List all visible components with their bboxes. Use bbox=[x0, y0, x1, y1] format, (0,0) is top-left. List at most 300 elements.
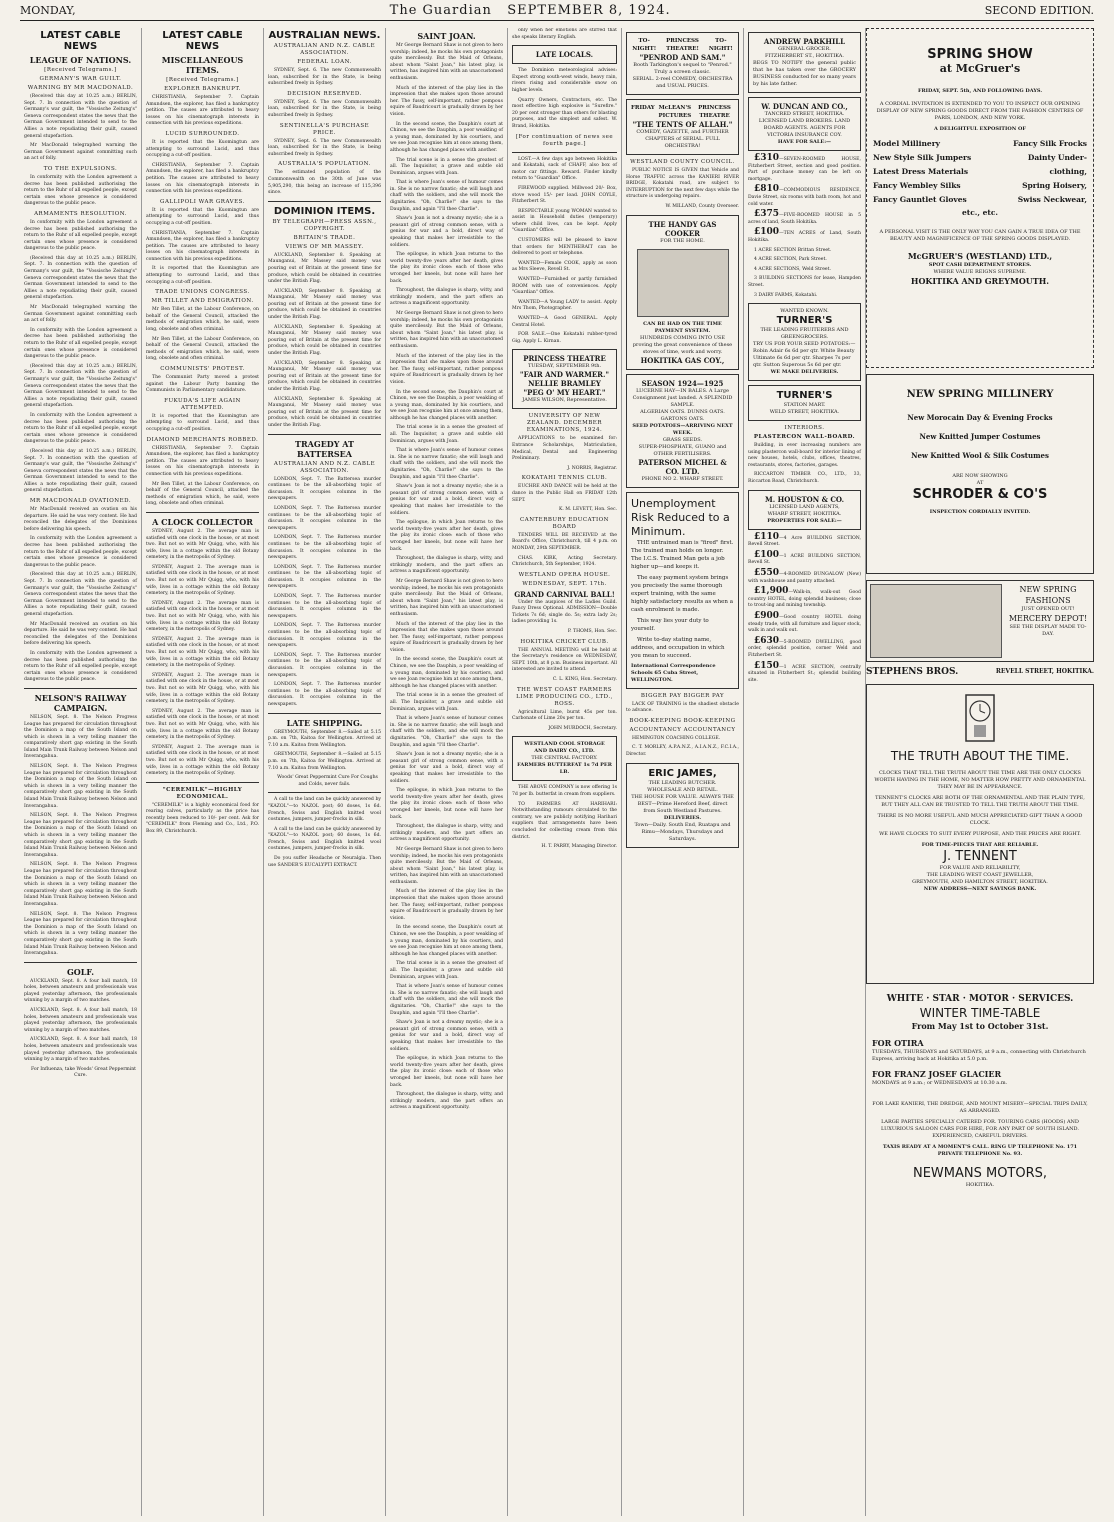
col4-p2d: Much of the interest of the play lies in the impression that she makes upon those around her. The fussy, self-important, rather pompous squire of Baudricourt is gradually drawn by her vision. bbox=[390, 889, 503, 921]
col1-p6b: AUCKLAND, Sept. 8. A four ball match, 18 holes, between amateurs and professionals was played yesterday afternoon, the professionals winning by a margin of two matches. bbox=[24, 1008, 137, 1033]
hprop-7-text: —1 ACRE SECTION, centrally situated in Fitzherbert St.; splendid building site. bbox=[748, 664, 861, 683]
masthead-paper: The Guardian bbox=[389, 2, 492, 18]
allah-ad bbox=[626, 99, 739, 155]
theatre-name: PRINCESS THEATRE bbox=[523, 354, 606, 364]
col1-expulsions: TO THE EXPULSIONS. bbox=[43, 165, 118, 172]
col3-tragedy-heading: TRAGEDY AT BATTERSEA bbox=[295, 438, 354, 459]
hemington-addr: C. T. MORLEY, A.P.A.N.Z., A.I.A.N.Z., F.C.I.A., Director. bbox=[626, 745, 739, 757]
col1-warning: WARNING BY MR MACDONALD. bbox=[27, 85, 134, 91]
duncan-name: W. DUNCAN AND CO., bbox=[761, 102, 848, 111]
col2-note: [Received Telegrams.] bbox=[166, 77, 239, 83]
parkhill-sub: GENERAL GROCER. bbox=[778, 46, 831, 52]
col4-p1b: Mr George Bernard Shaw is not given to hero worship; indeed, he mocks his own protagonists quite mercilessly. But the Maid of Orleans, about whom "Saint Joan," his latest play, is written, has inspired him with an unaccustomed enthusiasm. bbox=[390, 310, 503, 349]
rule bbox=[24, 962, 137, 963]
col3-views: VIEWS OF MR MASSEY. bbox=[285, 243, 364, 250]
spring-item-0 bbox=[873, 137, 1087, 151]
spring-item-1-right: Dainty Under- bbox=[1027, 153, 1087, 162]
col3-p3b: AUCKLAND, September 8. Speaking at Maunganui, Mr Massey said money was pouring out of Britain at the present time for produce, which could be obtained in countries under the British Flag. bbox=[268, 288, 381, 321]
paterson-phone: PHONE NO 2. WHARF STREET. bbox=[641, 475, 724, 482]
col4-p6: Shaw's Joan is not a dreamy mystic; she is a peasant girl of strong common sense, with a genius for war and a bold, direct way of speaking that makes her irresistible to the soldiers. bbox=[390, 216, 503, 248]
prop-3-price: £375 bbox=[754, 209, 780, 220]
unemployment-text4: Write to-day stating name, address, and occupation in which you mean to succeed. bbox=[631, 636, 725, 659]
manure-line: SUPER-PHOSPHATE, GUANO and OTHER FERTILISERS. bbox=[638, 443, 727, 457]
parkhill-addr: FITZHERBERT ST., HOKITIKA. bbox=[765, 53, 844, 59]
tennent-sub2: THE LEADING WEST COAST JEWELLER, bbox=[926, 872, 1034, 878]
mcgruer-name: McGRUER'S (WESTLAND) LTD., bbox=[907, 251, 1053, 261]
col4-p7c: The epilogue, in which Joan returns to the world twenty-five years after her death, gives the play its ironic close: each of those who wronged her kneels, but none will have her back. bbox=[390, 788, 503, 820]
cars-text: LARGE PARTIES SPECIALLY CATERED FOR. TOURING CARS (HOODS) AND LUXURIOUS SALOON CARS FOR HIRE, FOR ANY PART OF SOUTH ISLAND. EXPERIENCED, CAREFUL DRIVERS. bbox=[881, 1119, 1079, 1139]
col4-p4b: The trial scene is in a sense the greatest of all. The Inquisitor, a grave and subtle old Dominican, argues with Joan. bbox=[390, 425, 503, 444]
cant-sign: CHAS. KIRK, Acting Secretary. Christchurch, 5th September, 1924. bbox=[512, 555, 617, 568]
col1-p3e: In conformity with the London agreement a decree has been published authorising the return to the Ruhr of all expelled people, except certain ones whose presence is considered dangerous to the public peace. bbox=[24, 536, 137, 568]
col3-p6b: A call to the land can be quickly answered by "KAZOL"—to NAZOL post; 60 doses, 1s 6d. French, Swiss and English knitted wool costumes, jumpers, jumper-frocks in silk. bbox=[268, 826, 381, 852]
carnival-sign: P. THOMS, Hon. Sec. bbox=[567, 629, 617, 635]
col4-p3c: In the second scene, the Dauphin's court at Chinon, we see the Dauphin, a poor weakling of a young man, dominated by his courtiers, and we see Joan recognise him at once among them, although he has changed places with another. bbox=[390, 657, 503, 689]
col4-p1d: Mr George Bernard Shaw is not given to hero worship; indeed, he mocks his own protagonists quite mercilessly. But the Maid of Orleans, about whom "Saint Joan," his latest play, is written, has inspired him with an unaccustomed enthusiasm. bbox=[390, 846, 503, 885]
truth-text3: THERE IS NO MORE USEFUL AND MUCH APPRECIATED GIFT THAN A GOOD CLOCK. bbox=[877, 813, 1083, 826]
spring-show-ad bbox=[866, 28, 1094, 368]
col1-p2b: Mr MacDonald telegraphed warning the German Government against committing such an act of folly. bbox=[24, 305, 137, 324]
turners-wanted: WANTED KNOWN. bbox=[780, 308, 829, 315]
turner2-name: TURNER'S bbox=[776, 390, 833, 402]
princess-theatre-ad bbox=[512, 349, 617, 409]
col3-p5: GREYMOUTH, September 8.—Sailed at 5.15 p.m. on 7th, Kaitoa for Wellington. Arrived at 7.10 a.m. Kaitoa from Wellington. bbox=[268, 729, 381, 748]
col2-p2: It is reported that the Kuomingtun are attempting to surround Lucid, and thus occupying a cut-off position. bbox=[146, 139, 259, 159]
rule bbox=[268, 434, 381, 435]
tennis-text: EUCHRE AND DANCE will be held at the dance in the Public Hall on FRIDAY 12th SEPT. bbox=[512, 484, 617, 503]
allah-play: "THE TENTS OF ALLAH." bbox=[632, 120, 733, 129]
prop-4 bbox=[748, 229, 861, 244]
store-text: THE ABOVE COMPANY is now offering 1s 7d per lb. butterfat in cream from suppliers. bbox=[512, 785, 617, 797]
col1-p5d: NELSON, Sept. 8. The Nelson Progress League has prepared for circulation throughout the Dominion a map of the South Island on which is shown in a very telling manner the comparatively short gap existing in the South Island Main Trunk Railway between Nelson and Inverangahua. bbox=[24, 862, 137, 907]
col1-foot: For Influenza, take Woods' Great Peppermint Cure. bbox=[30, 1066, 137, 1079]
tennent-sub: FOR VALUE AND RELIABILITY, bbox=[939, 865, 1021, 871]
rule bbox=[268, 201, 381, 202]
col1-p1: (Received this day at 10.25 a.m.) BERLIN, Sept. 7. In connection with the question of Germany's war guilt, the "Vossische Zeitung's" Geneva correspondent states the news that the German Government intended to send to the Allies a note repudiating their guilt, caused general stupefaction. bbox=[24, 94, 137, 139]
spring-item-2 bbox=[873, 165, 1087, 179]
turners-name: TURNER'S bbox=[776, 315, 833, 327]
hprop-4 bbox=[748, 588, 861, 610]
allah-row bbox=[631, 104, 734, 120]
spring-item-3 bbox=[873, 179, 1087, 193]
col3-p4b: LONDON, Sept. 7. The Battersea murder continues to be the all-absorbing topic of discussion. It occupies columns in the newspapers. bbox=[268, 505, 381, 531]
houston-addr: WHARF STREET, HOKITIKA. bbox=[767, 510, 842, 517]
rule bbox=[268, 713, 381, 714]
gas-cooker-image bbox=[637, 249, 729, 317]
hprop-7-price: £150 bbox=[754, 660, 780, 671]
newmans-name: NEWMANS MOTORS, bbox=[912, 1166, 1048, 1181]
col2-p3b: Mr Ben Tillet, at the Labour Conference, on behalf of the General Council, attacked the methods of emigration which, he said, were long, obsolete and often criminal. bbox=[146, 336, 259, 362]
col1-subheading: LEAGUE OF NATIONS. bbox=[29, 55, 132, 65]
col2-p3c: Mr Ben Tillet, at the Labour Conference, on behalf of the General Council, attacked the methods of emigration which, he said, were long, obsolete and often criminal. bbox=[146, 481, 259, 507]
uni-text: APPLICATIONS to be examined for: Entrance Scholarships, Matriculation, Medical, Dental and Engineering Preliminary. bbox=[512, 436, 617, 462]
turners-sub: THE LEADING FRUITERERS AND GREENGROCERS. bbox=[760, 327, 849, 341]
houston-name: M. HOUSTON & CO. bbox=[764, 494, 845, 504]
col4-p1c: Mr George Bernard Shaw is not given to hero worship; indeed, he mocks his own protagonists quite mercilessly. But the Maid of Orleans, about whom "Saint Joan," his latest play, is written, has inspired him with an unaccustomed enthusiasm. bbox=[390, 578, 503, 617]
unemployment-text2: The easy payment system brings you precisely the same thorough expert training, with the same highly satisfactory results as when a cash enrolment is made. bbox=[631, 574, 733, 613]
col3-foot1: Woods' Great Peppermint Cure For Coughs and Colds, never fails. bbox=[277, 775, 378, 787]
spring-item-1-left: New Style Silk Jumpers bbox=[873, 153, 972, 162]
prop-4-price: £100 bbox=[754, 227, 780, 238]
turners-ad bbox=[748, 303, 861, 381]
col1-note: [Received Telegrams.] bbox=[44, 67, 117, 73]
unemployment-text: THE untrained man is "fired" first. The trained man holds on longer. The I.C.S. Trained Man gets a job higher up—and keeps it. bbox=[631, 539, 734, 570]
carnival-text: Under the auspices of the Ladies Guild. Fancy Dress Optional. ADMISSION—Double Tickets 7s 6d; single do. 5s; extra lady 2s; ladies providing 1s. bbox=[512, 599, 617, 625]
col4-p7: The epilogue, in which Joan returns to the world twenty-five years after her death, gives the play its ironic close: each of those who wronged her kneels, but none will have her back. bbox=[390, 252, 503, 284]
hprop-1-price: £110 bbox=[754, 531, 780, 542]
col2-p5: SYDNEY, August 2. The average man is satisfied with one clock in the house, or at most two. But not so with Mr Quigg, who, with his wife, lives in a cottage within the old Botany cemetery, in the metropolis of Sydney. bbox=[146, 528, 259, 561]
cooker-c1: CAN BE HAD ON THE TIME PAYMENT SYSTEM. bbox=[643, 320, 722, 334]
col2-gallipoli: GALLIPOLI WAR GRAVES. bbox=[160, 198, 245, 205]
col3-note: AUSTRALIAN AND N.Z. CABLE ASSOCIATION. bbox=[273, 43, 376, 56]
col3-sentinella: SENTINELLA'S PURCHASE PRICE. bbox=[279, 122, 370, 136]
col1-p1d: (Received this day at 10.25 a.m.) BERLIN, Sept. 7. In connection with the question of Germany's war guilt, the "Vossische Zeitung's" Geneva correspondent states the news that the German Government intended to send to the Allies a note repudiating their guilt, caused general stupefaction. bbox=[24, 448, 137, 494]
millinery-2: New Knitted Jumper Costumes bbox=[919, 432, 1041, 441]
station-mart-ad bbox=[748, 385, 861, 421]
col4-p8d: Throughout, the dialogue is sharp, witty, and strikingly modern, and the part offers an actress a magnificent opportunity. bbox=[390, 1092, 503, 1111]
column-1 bbox=[20, 28, 142, 1516]
col3-decision: DECISION RESERVED. bbox=[287, 90, 362, 97]
col2-p1: CHRISTIANIA, September 7. Captain Amundsen, the explorer, has filed a bankruptcy petition. The causes are attributed to heavy losses on his cinematograph interests in connection with his previous expeditions. bbox=[146, 95, 259, 127]
masthead bbox=[20, 0, 1094, 21]
season-text: LUCERNE HAY—IN BALES. A Large Consignment just landed. A SPLENDID SAMPLE. bbox=[632, 387, 733, 408]
spring-item-1 bbox=[873, 151, 1087, 165]
prop-3-text: —FIVE-ROOMED HOUSE in 5 acres of land, South Hokitika. bbox=[748, 213, 861, 225]
column-4 bbox=[386, 28, 508, 1516]
col1-p3f: In conformity with the London agreement a decree has been published authorising the return to the Ruhr of all expelled people, except certain ones whose presence is considered dangerous to the public peace. bbox=[24, 650, 137, 683]
col5-ad-7: WANTED—A Good GENERAL. Apply Central Hotel. bbox=[512, 316, 617, 328]
col3-p3c: AUCKLAND, September 8. Speaking at Maunganui, Mr Massey said money was pouring out of Britain at the present time for produce, which could be obtained in countries under the British Flag. bbox=[268, 324, 381, 357]
tennent-name: J. TENNENT bbox=[943, 849, 1017, 864]
carnival-heading: GRAND CARNIVAL BALL! bbox=[514, 589, 615, 599]
masthead-day: MONDAY, bbox=[20, 3, 76, 17]
col4-p4d: The trial scene is in a sense the greatest of all. The Inquisitor, a grave and subtle old Dominican, argues with Joan. bbox=[390, 961, 503, 980]
plaster-text: Building, in ever increasing numbers are using plastercon wall-board for interior lining of new houses, hotels, clubs, offices, theatres, restaurants, stores, factories, garages. bbox=[748, 443, 861, 468]
masthead-date: SEPTEMBER 8, 1924. bbox=[507, 2, 671, 18]
prop-2 bbox=[748, 186, 861, 208]
col3-p1c: SYDNEY, Sept. 6. The new Commonwealth loan, subscribed for in the State, is being subscribed freely in Sydney. bbox=[268, 138, 381, 157]
spring-text: A CORDIAL INVITATION IS EXTENDED TO YOU TO INSPECT OUR OPENING DISPLAY OF NEW SPRING GOODS DIRECT FROM THE FASHION CENTRES OF PARIS, LONDON, AND NEW YORK. bbox=[876, 101, 1084, 121]
james-deliveries: DELIVERIES. bbox=[663, 814, 702, 821]
cool-storage-ad bbox=[512, 736, 617, 781]
late-locals-heading: LATE LOCALS. bbox=[535, 50, 594, 60]
millinery-3: New Knitted Wool & Silk Costumes bbox=[911, 451, 1049, 460]
col2-p5b: SYDNEY, August 2. The average man is satisfied with one clock in the house, or at most two. But not so with Mr Quigg, who, with his wife, lives in a cottage within the old Botany cemetery, in the metropolis of Sydney. bbox=[146, 564, 259, 597]
col5-ad-3: CUSTOMERS will be pleased to know that orders for MENTHERAIT can be delivered to post or telephone. bbox=[512, 238, 617, 257]
col1-armaments: ARMAMENTS RESOLUTION. bbox=[34, 210, 127, 217]
masthead-title bbox=[390, 3, 671, 18]
potato-line: SEED POTATOES—ARRIVING NEXT WEEK. bbox=[632, 422, 733, 436]
uni-sign: J. NORRIS, Registrar. bbox=[567, 465, 617, 471]
tennent-clock-ad bbox=[866, 684, 1094, 984]
rule bbox=[512, 152, 617, 153]
rule bbox=[24, 688, 137, 689]
col4-p8: Throughout, the dialogue is sharp, witty, and strikingly modern, and the part offers an actress a magnificent opportunity. bbox=[390, 288, 503, 307]
column-2 bbox=[142, 28, 264, 1516]
duncan-ad bbox=[748, 97, 861, 151]
millinery-at: AT bbox=[976, 480, 984, 486]
mcgruer-towns: HOKITIKA AND GREYMOUTH. bbox=[910, 276, 1050, 286]
col1-p3: In conformity with the London agreement a decree has been published authorising the return to the Ruhr of all expelled people, except certain ones whose presence is considered dangerous to the public peace. bbox=[24, 174, 137, 207]
interiors-heading: INTERIORS. bbox=[784, 425, 825, 432]
taxi-text: TAXIS READY AT A MOMENT'S CALL. RING UP TELEPHONE No. 171 PRIVATE TELEPHONE No. 93. bbox=[882, 1144, 1078, 1157]
penrod-serial: SERIAL. 2-reel COMEDY, ORCHESTRA and USUAL PRICES. bbox=[632, 76, 733, 89]
spring-etc: etc., etc. bbox=[961, 208, 999, 217]
col1-guilt: GERMANY'S WAR GUILT. bbox=[39, 76, 122, 82]
grass-line: GRASS SEEDS. bbox=[662, 436, 703, 443]
col2-ceremilk-text: "CEREMILK" is a highly economical food for rearing calves, particularly as the price has recently been reduced to 10/- per cent. Ask for "CEREMILK" from Fleming and Co., Ltd., P.O. Box 89, Christchurch. bbox=[146, 802, 259, 835]
col4-p8b: Throughout, the dialogue is sharp, witty, and strikingly modern, and the part offers an actress a magnificent opportunity. bbox=[390, 556, 503, 575]
col4-p3: In the second scene, the Dauphin's court at Chinon, we see the Dauphin, a poor weakling of a young man, dominated by his courtiers, and we see Joan recognise him at once among them, although he has changed places with another. bbox=[390, 121, 503, 153]
col4-p7d: The epilogue, in which Joan returns to the world twenty-five years after her death, gives the play its ironic close: each of those who wronged her kneels, but none will have her back. bbox=[390, 1056, 503, 1088]
allah-left: FRIDAY bbox=[631, 105, 655, 111]
col5-top: only when her emotions are stirred that she speaks literary English. bbox=[512, 28, 617, 40]
hprop-5-text: —Good country HOTEL doing steady trade, with all furniture and liquor stock, walk in and walk out. bbox=[748, 615, 861, 634]
spring-item-3-left: Fancy Wembley Silks bbox=[873, 181, 961, 190]
cricket-heading: HOKITIKA CRICKET CLUB. bbox=[520, 638, 609, 645]
col4-p8c: Throughout, the dialogue is sharp, witty, and strikingly modern, and the part offers an actress a magnificent opportunity. bbox=[390, 824, 503, 843]
col3-loan: FEDERAL LOAN. bbox=[297, 59, 352, 65]
col1-p5: NELSON, Sept. 8. The Nelson Progress League has prepared for circulation throughout the Dominion a map of the South Island on which is shown in a very telling manner the comparatively short gap existing in the South Island Main Trunk Railway between Nelson and Inverangahua. bbox=[24, 714, 137, 760]
col3-p4h: LONDON, Sept. 7. The Battersea murder continues to be the all-absorbing topic of discussion. It occupies columns in the newspapers. bbox=[268, 682, 381, 707]
ics-address: International Correspondence Schools 65 Cuba Street, WELLINGTON. bbox=[631, 662, 716, 683]
truth-text5: FOR TIME-PIECES THAT ARE RELIABLE. bbox=[921, 842, 1039, 848]
store-text2: TO FARMERS AT HARIHARI: Notwithstanding rumours circulated to the contrary, we are publicly notifying Harihari suppliers that arrangements have been concluded for collecting cream from this district. bbox=[512, 801, 617, 840]
col3-p3: AUCKLAND, September 8. Speaking at Maunganui, Mr Massey said money was pouring out of Britain at the present time for produce, which could be obtained in countries under the British Flag. bbox=[268, 252, 381, 285]
spring-item-4-right: Swiss Neckwear, bbox=[1017, 195, 1087, 204]
col4-p5d: That is where Joan's sense of humour comes in. She is no narrow fanatic; she will laugh and chaff with the soldiers, and she will mock the dignitaries. "Oh, Charlie!" she says to the Dauphin, and again "I'll thee Charlie". bbox=[390, 984, 503, 1016]
bigger-heading: BIGGER PAY BIGGER PAY bbox=[640, 692, 725, 699]
parkhill-name: ANDREW PARKHILL bbox=[763, 37, 846, 46]
schroder-name: SCHRODER & CO'S bbox=[912, 487, 1048, 502]
col2-p5e: SYDNEY, August 2. The average man is satisfied with one clock in the house, or at most two. But not so with Mr Quigg, who, with his wife, lives in a cottage within the old Botany cemetery, in the metropolis of Sydney. bbox=[146, 672, 259, 705]
white-star-motor-ad bbox=[866, 990, 1094, 1290]
col5-ad-1: FIREWOOD supplied. Millwood 20/- Box, stove wood 15/- per load. JOHN COYLE, Fitzherbert St. bbox=[512, 185, 617, 205]
cooker-heading: THE HANDY GAS COOKER bbox=[648, 219, 717, 238]
col1-p5b: NELSON, Sept. 8. The Nelson Progress League has prepared for circulation throughout the Dominion a map of the South Island on which is shown in a very telling manner the comparatively short gap existing in the South Island Main Trunk Railway between Nelson and Inverangahua. bbox=[24, 764, 137, 809]
col3-p2: The estimated population of the Commonwealth on the 30th of June was 5,905,290, this being an increase of 115,396 since. bbox=[268, 170, 381, 196]
col1-p4: Mr MacDonald received an ovation on his departure. He said he was very content. He had reconciled the delegates of the Dominions before delivering his speech. bbox=[24, 507, 137, 532]
council-sign: W. MILLAND, County Overseer. bbox=[665, 203, 739, 209]
riccarton: RICCARTON TIMBER CO., LTD., 33, Riccarton Road, Christchurch. bbox=[748, 472, 861, 485]
stephens-r4: SEE THE DISPLAY MADE TO-DAY. bbox=[1009, 624, 1087, 637]
james-name: ERIC JAMES, bbox=[648, 767, 717, 779]
col4-p4: The trial scene is in a sense the greatest of all. The Inquisitor, a grave and subtle old Dominican, argues with Joan. bbox=[390, 157, 503, 176]
hprop-3-text: —4-ROOMED BUNGALOW (New) with washhouse and pantry attached. bbox=[748, 572, 861, 584]
col4-p2b: Much of the interest of the play lies in the impression that she makes upon those around her. The fussy, self-important, rather pompous squire of Baudricourt is gradually drawn by her vision. bbox=[390, 353, 503, 385]
eric-james-ad bbox=[626, 763, 739, 848]
col2-p1d: CHRISTIANIA, September 7. Captain Amundsen, the explorer, has filed a bankruptcy petition. The causes are attributed to heavy losses on his cinematograph interests in connection with his previous expeditions. bbox=[146, 445, 259, 477]
hprop-3 bbox=[748, 570, 861, 585]
store-heading: WESTLAND COOL STORAGE AND DAIRY CO., LTD. bbox=[524, 741, 605, 755]
col3-population: AUSTRALIA'S POPULATION. bbox=[278, 161, 371, 168]
hprop-1 bbox=[748, 531, 861, 549]
hprop-1-text: —4 Acre BUILDING SECTION, Revell Street. bbox=[748, 535, 861, 548]
col1-p3c: In conformity with the London agreement a decree has been published authorising the return to the Ruhr of all expelled people, except certain ones whose presence is considered dangerous to the public peace. bbox=[24, 327, 137, 360]
council-text: PUBLIC NOTICE IS GIVEN that Vehicle and Horse TRAFFIC across the KANIERI RIVER BRIDGE, Kokatahi road, are subject to INTERRUPTION for the next few days while the structure is undergoing repairs. bbox=[626, 168, 739, 200]
millinery-invite: INSPECTION CORDIALLY INVITED. bbox=[929, 509, 1031, 515]
col4-heading: SAINT JOAN. bbox=[417, 31, 476, 41]
column-7 bbox=[744, 28, 866, 1516]
tennis-sign: K. M. LEVETT, Hon. Sec. bbox=[558, 507, 617, 513]
uni-heading: UNIVERSITY OF NEW ZEALAND. DECEMBER EXAMINATIONS, 1924. bbox=[526, 413, 603, 434]
houston-sub: LICENSED LAND AGENTS, bbox=[769, 503, 840, 510]
col3-p4: LONDON, Sept. 7. The Battersea murder continues to be the all-absorbing topic of discussion. It occupies columns in the newspapers. bbox=[268, 476, 381, 502]
spring-at: at McGruer's bbox=[939, 62, 1021, 75]
spring-item-4 bbox=[873, 193, 1087, 207]
col1-p3b: In conformity with the London agreement a decree has been published authorising the return to the Ruhr of all expelled people, except certain ones whose presence is considered dangerous to the public peace. bbox=[24, 219, 137, 252]
prop-2-text: —COMMODIOUS RESIDENCE, Davie Street, six rooms with bath room, hot and cold water. bbox=[748, 188, 861, 207]
penrod-mid: PRINCESS THEATRE! bbox=[666, 38, 699, 52]
season-heading: SEASON 1924—1925 bbox=[641, 378, 724, 388]
col2-p1c: CHRISTIANIA, September 7. Captain Amundsen, the explorer, has filed a bankruptcy petition. The causes are attributed to heavy losses on his cinematograph interests in connection with his previous expeditions. bbox=[146, 230, 259, 262]
col4-p3d: In the second scene, the Dauphin's court at Chinon, we see the Dauphin, a poor weakling of a young man, dominated by his courtiers, and we see Joan recognise him at once among them, although he has changed places with another. bbox=[390, 925, 503, 957]
col5-p1: The Dominion meteorological advises: Expect strong south-west winds, heavy rain, rivers rising and considerable snow on higher levels. bbox=[512, 68, 617, 93]
stephens-name: STEPHENS BROS. bbox=[866, 667, 959, 677]
col2-subheading: MISCELLANEOUS ITEMS. bbox=[161, 55, 244, 75]
parkhill-text: BEGS TO NOTIFY the general public that he has taken over the GROCERY BUSINESS conducted for so many years by his late father. bbox=[753, 60, 856, 87]
col5-ad-0: LOST.—A few days ago between Hokitika and Kokatahi, sack of CHAFF, also box of motor car fittings. Reward. Finder kindly return to "Guardian" Office. bbox=[512, 156, 617, 182]
cooker-company: HOKITIKA GAS COY., bbox=[640, 355, 725, 365]
sec-2: 4 ACRE SECTION, Park Street. bbox=[754, 257, 827, 263]
paterson-name: PATERSON MICHEL & CO. LTD. bbox=[638, 457, 727, 476]
col1-heading: LATEST CABLE NEWS bbox=[40, 30, 121, 52]
tennis-heading: KOKATAHI TENNIS CLUB. bbox=[521, 475, 608, 482]
schroder-millinery-ad bbox=[866, 374, 1094, 574]
stephens-r2: JUST OPENED OUT! bbox=[1021, 606, 1075, 612]
stephens-r1: NEW SPRING FASHIONS bbox=[1019, 585, 1077, 605]
seeds-list: ALGERIAN OATS. DUNNS OATS. GARTONS OATS. bbox=[640, 408, 725, 422]
hprop-6-price: £630 bbox=[754, 635, 780, 646]
lime-text: Agricultural Lime, burnt 45s per ton. Carbonate of Lime 20s per ton. bbox=[512, 709, 617, 722]
spring-item-0-right: Fancy Silk Frocks bbox=[1013, 139, 1087, 148]
col3-dominion-heading: DOMINION ITEMS. bbox=[273, 205, 376, 217]
col2-lucid: LUCID SURROUNDED. bbox=[165, 130, 240, 137]
rule bbox=[268, 792, 381, 793]
col2-explorer: EXPLORER BANKRUPT. bbox=[164, 86, 241, 92]
prop-2-price: £810 bbox=[754, 184, 780, 195]
col5-note: [For continuation of news see fourth page.] bbox=[515, 133, 614, 147]
clock-icon bbox=[960, 693, 1000, 745]
duncan-sale: HAVE FOR SALE:— bbox=[777, 139, 832, 145]
column-6 bbox=[622, 28, 744, 1516]
col1-p2: Mr MacDonald telegraphed warning the German Government against committing such an act of folly. bbox=[24, 143, 137, 162]
motor-heading: WHITE · STAR · MOTOR · SERVICES. bbox=[886, 994, 1074, 1004]
lime-sign: JOHN MURDOCH, Secretary. bbox=[548, 725, 617, 731]
col1-p6c: AUCKLAND, Sept. 8. A four ball match, 18 holes, between amateurs and professionals was played yesterday afternoon, the professionals winning by a margin of two matches. bbox=[24, 1037, 137, 1063]
col3-note2: BY TELEGRAPH—PRESS ASSN., COPYRIGHT. bbox=[272, 218, 377, 232]
col5-ad-4: WANTED—Female COOK, apply as soon as Mrs Sleeve, Revell St. bbox=[512, 260, 617, 273]
turner2-sub: STATION MART. bbox=[783, 402, 826, 409]
council-heading: WESTLAND COUNTY COUNCIL. bbox=[630, 159, 735, 165]
kanieri-text: FOR LAKE KANIERI, THE DREDGE, AND MOUNT MISERY—SPECIAL TRIPS DAILY, AS ARRANGED. bbox=[872, 1101, 1088, 1114]
mcgruer-value: WHERE VALUE REIGNS SUPREME. bbox=[933, 269, 1027, 275]
turner2-addr: WELD STREET, HOKITIKA. bbox=[769, 409, 840, 416]
duncan-text: LICENSED LAND BROKERS. LAND BOARD AGENTS. AGENTS FOR VICTORIA INSURANCE COY. bbox=[758, 118, 851, 138]
unemployment-heading: Unemployment Risk Reduced to a Minimum. bbox=[631, 496, 730, 538]
col4-p3b: In the second scene, the Dauphin's court at Chinon, we see the Dauphin, a poor weakling of a young man, dominated by his courtiers, and we see Joan recognise him at once among them, although he has changed places with another. bbox=[390, 389, 503, 421]
col2-communists: COMMUNISTS' PROTEST. bbox=[160, 366, 245, 372]
col4-p7b: The epilogue, in which Joan returns to the world twenty-five years after her death, gives the play its ironic close: each of those who wronged her kneels, but none will have her back. bbox=[390, 520, 503, 552]
hprop-2-text: —1 ACRE BUILDING SECTION, Revell St. bbox=[748, 553, 861, 566]
col4-p1: Mr George Bernard Shaw is not given to hero worship; indeed, he mocks his own protagonists quite mercilessly. But the Maid of Orleans, about whom "Saint Joan," his latest play, is written, has inspired him with an unaccustomed enthusiasm. bbox=[390, 43, 503, 81]
col2-p2d: It is reported that the Kuomingtun are attempting to surround Lucid, and thus occupying a cut-off position. bbox=[146, 413, 259, 432]
late-locals-box bbox=[512, 45, 617, 64]
col1-p5c: NELSON, Sept. 8. The Nelson Progress League has prepared for circulation throughout the Dominion a map of the South Island on which is shown in a very telling manner the comparatively short gap existing in the South Island Main Trunk Railway between Nelson and Inverangahua. bbox=[24, 813, 137, 858]
hprop-5 bbox=[748, 613, 861, 635]
col3-p4f: LONDON, Sept. 7. The Battersea murder continues to be the all-absorbing topic of discussion. It occupies columns in the newspapers. bbox=[268, 623, 381, 649]
glacier-text: MONDAYS at 9 a.m.; or WEDNESDAYS at 10.30 a.m. bbox=[872, 1080, 1008, 1086]
col3-p6: A call to the land can be quickly answered by "KAZOL"—to NAZOL post; 60 doses, 1s 6d. French, Swiss and English knitted wool costumes, jumpers, jumper-frocks in silk. bbox=[268, 797, 381, 823]
col3-p4e: LONDON, Sept. 7. The Battersea murder continues to be the all-absorbing topic of discussion. It occupies columns in the newspapers. bbox=[268, 594, 381, 619]
turners-deliveries: WE MAKE DELIVERIES. bbox=[770, 369, 839, 376]
col5-ad-6: WANTED—A Young LADY to assist. Apply Mrs Thom, Photographer. bbox=[512, 299, 617, 312]
col4-p6d: Shaw's Joan is not a dreamy mystic; she is a peasant girl of strong common sense, with a genius for war and a bold, direct way of speaking that makes her irresistible to the soldiers. bbox=[390, 1020, 503, 1052]
millinery-showing: ARE NOW SHOWING bbox=[952, 473, 1008, 479]
col2-p5d: SYDNEY, August 2. The average man is satisfied with one clock in the house, or at most two. But not so with Mr Quigg, who, with his wife, lives in a cottage within the old Botany cemetery, in the metropolis of Sydney. bbox=[146, 636, 259, 669]
spring-visit: A PERSONAL VISIT IS THE ONLY WAY YOU CAN GAIN A TRUE IDEA OF THE BEAUTY AND MAGNIFICENCE OF THE SPRING GOODS DISPLAYED. bbox=[879, 229, 1081, 242]
col4-p5b: That is where Joan's sense of humour comes in. She is no narrow fanatic; she will laugh and chaff with the soldiers, and she will mock the dignitaries. "Oh, Charlie!" she says to the Dauphin, and again "I'll thee Charlie". bbox=[390, 448, 503, 480]
james-deliveries-text: Town—Daily. South End, Ruatapu and Rimu—Mondays, Thursdays and Saturdays. bbox=[634, 821, 731, 842]
col1-p1b: (Received this day at 10.25 a.m.) BERLIN, Sept. 7. In connection with the question of Germany's war guilt, the "Vossische Zeitung's" Geneva correspondent states the news that the German Government intended to send to the Allies a note repudiating their guilt, caused general stupefaction. bbox=[24, 255, 137, 301]
spring-item-2-right: clothing, bbox=[1049, 167, 1087, 176]
spring-item-3-right: Spring Hoisery, bbox=[1022, 181, 1087, 190]
col1-macdonald: MR MACDONALD OVATIONED. bbox=[29, 498, 132, 505]
col3-p5b: GREYMOUTH, September 8.—Sailed at 5.15 p.m. on 7th, Kaitoa for Wellington. Arrived at 7.10 a.m. Kaitoa from Wellington. bbox=[268, 752, 381, 771]
stephens-side-text bbox=[1002, 584, 1090, 658]
right-ads-column bbox=[866, 28, 1094, 1516]
allah-right: PRINCESS THEATRE bbox=[698, 105, 731, 119]
prop-4-text: —TEN ACRES of Land, South Hokitika. bbox=[748, 231, 861, 243]
col3-shipping-heading: LATE SHIPPING. bbox=[286, 717, 363, 728]
newmans-town: HOKITIKA. bbox=[965, 1182, 995, 1188]
hemington: HEMINGTON COACHING COLLEGE. bbox=[632, 735, 721, 741]
prop-3 bbox=[748, 211, 861, 226]
james-sub: THE LEADING BUTCHER. bbox=[648, 779, 717, 786]
hprop-3-price: £550 bbox=[754, 568, 780, 579]
book-heading: BOOK-KEEPING BOOK-KEEPING bbox=[629, 717, 736, 724]
spring-item-2-left: Latest Dress Materials bbox=[873, 167, 969, 176]
col1-railway-heading: NELSON'S RAILWAY CAMPAIGN. bbox=[34, 692, 127, 713]
col2-p5f: SYDNEY, August 2. The average man is satisfied with one clock in the house, or at most two. But not so with Mr Quigg, who, with his wife, lives in a cottage within the old Botany cemetery, in the metropolis of Sydney. bbox=[146, 708, 259, 741]
truth-text: CLOCKS THAT TELL THE TRUTH ABOUT THE TIME ARE THE ONLY CLOCKS WORTH HAVING IN THE HOME, NO MATTER HOW PRETTY AND ORNAMENTAL THEY MAY BE IN APPEARANCE. bbox=[874, 770, 1086, 790]
col1-p4b: Mr MacDonald received an ovation on his departure. He said he was very content. He had reconciled the delegates of the Dominions before delivering his speech. bbox=[24, 621, 137, 647]
otira-heading: FOR OTIRA bbox=[872, 1038, 924, 1048]
col4-p6b: Shaw's Joan is not a dreamy mystic; she is a peasant girl of strong common sense, with a genius for war and a bold, direct way of speaking that makes her irresistible to the soldiers. bbox=[390, 484, 503, 516]
col2-diamond: DIAMOND MERCHANTS ROBBED. bbox=[146, 436, 259, 443]
unemployment-ad bbox=[626, 492, 739, 689]
truth-heading: THE TRUTH ABOUT THE TIME. bbox=[890, 749, 1070, 763]
col3-trade: BRITAIN'S TRADE. bbox=[293, 234, 356, 241]
col3-p4c: LONDON, Sept. 7. The Battersea murder continues to be the all-absorbing topic of discussion. It occupies columns in the newspapers. bbox=[268, 535, 381, 561]
millinery-1: New Morocain Day & Evening Frocks bbox=[907, 413, 1053, 422]
col2-heading: LATEST CABLE NEWS bbox=[162, 30, 243, 52]
houston-ad bbox=[748, 490, 861, 530]
spring-date: FRIDAY, SEPT. 5th, AND FOLLOWING DAYS. bbox=[917, 88, 1043, 94]
cant-heading: CANTERBURY EDUCATION BOARD bbox=[520, 516, 609, 530]
col2-p2c: It is reported that the Kuomingtun are attempting to surround Lucid, and thus occupying a cut-off position. bbox=[146, 266, 259, 285]
col3-note3: AUSTRALIAN AND N.Z. CABLE ASSOCIATION. bbox=[273, 460, 376, 474]
col3-ad: Do you suffer Headache or Neuralgia. Then use SANDER'S EUCALYPTI EXTRACT. bbox=[268, 856, 381, 868]
seeds-ad bbox=[626, 374, 739, 488]
motor-date: From May 1st to October 31st. bbox=[911, 1021, 1049, 1031]
col2-clock-heading: A CLOCK COLLECTOR bbox=[152, 516, 253, 527]
theatre-play: "FAIR AND WARMER." bbox=[519, 370, 610, 380]
store-sign: H. T. PARRY, Managing Director. bbox=[541, 844, 617, 850]
allah-sub: COMEDY, GAZETTE, and FURTHER CHAPTERS of SERIAL. FULL ORCHESTRA! bbox=[636, 129, 729, 149]
cricket-sign: C. L. KING, Hon. Secretary. bbox=[552, 677, 617, 683]
storefront-image bbox=[870, 584, 1002, 658]
